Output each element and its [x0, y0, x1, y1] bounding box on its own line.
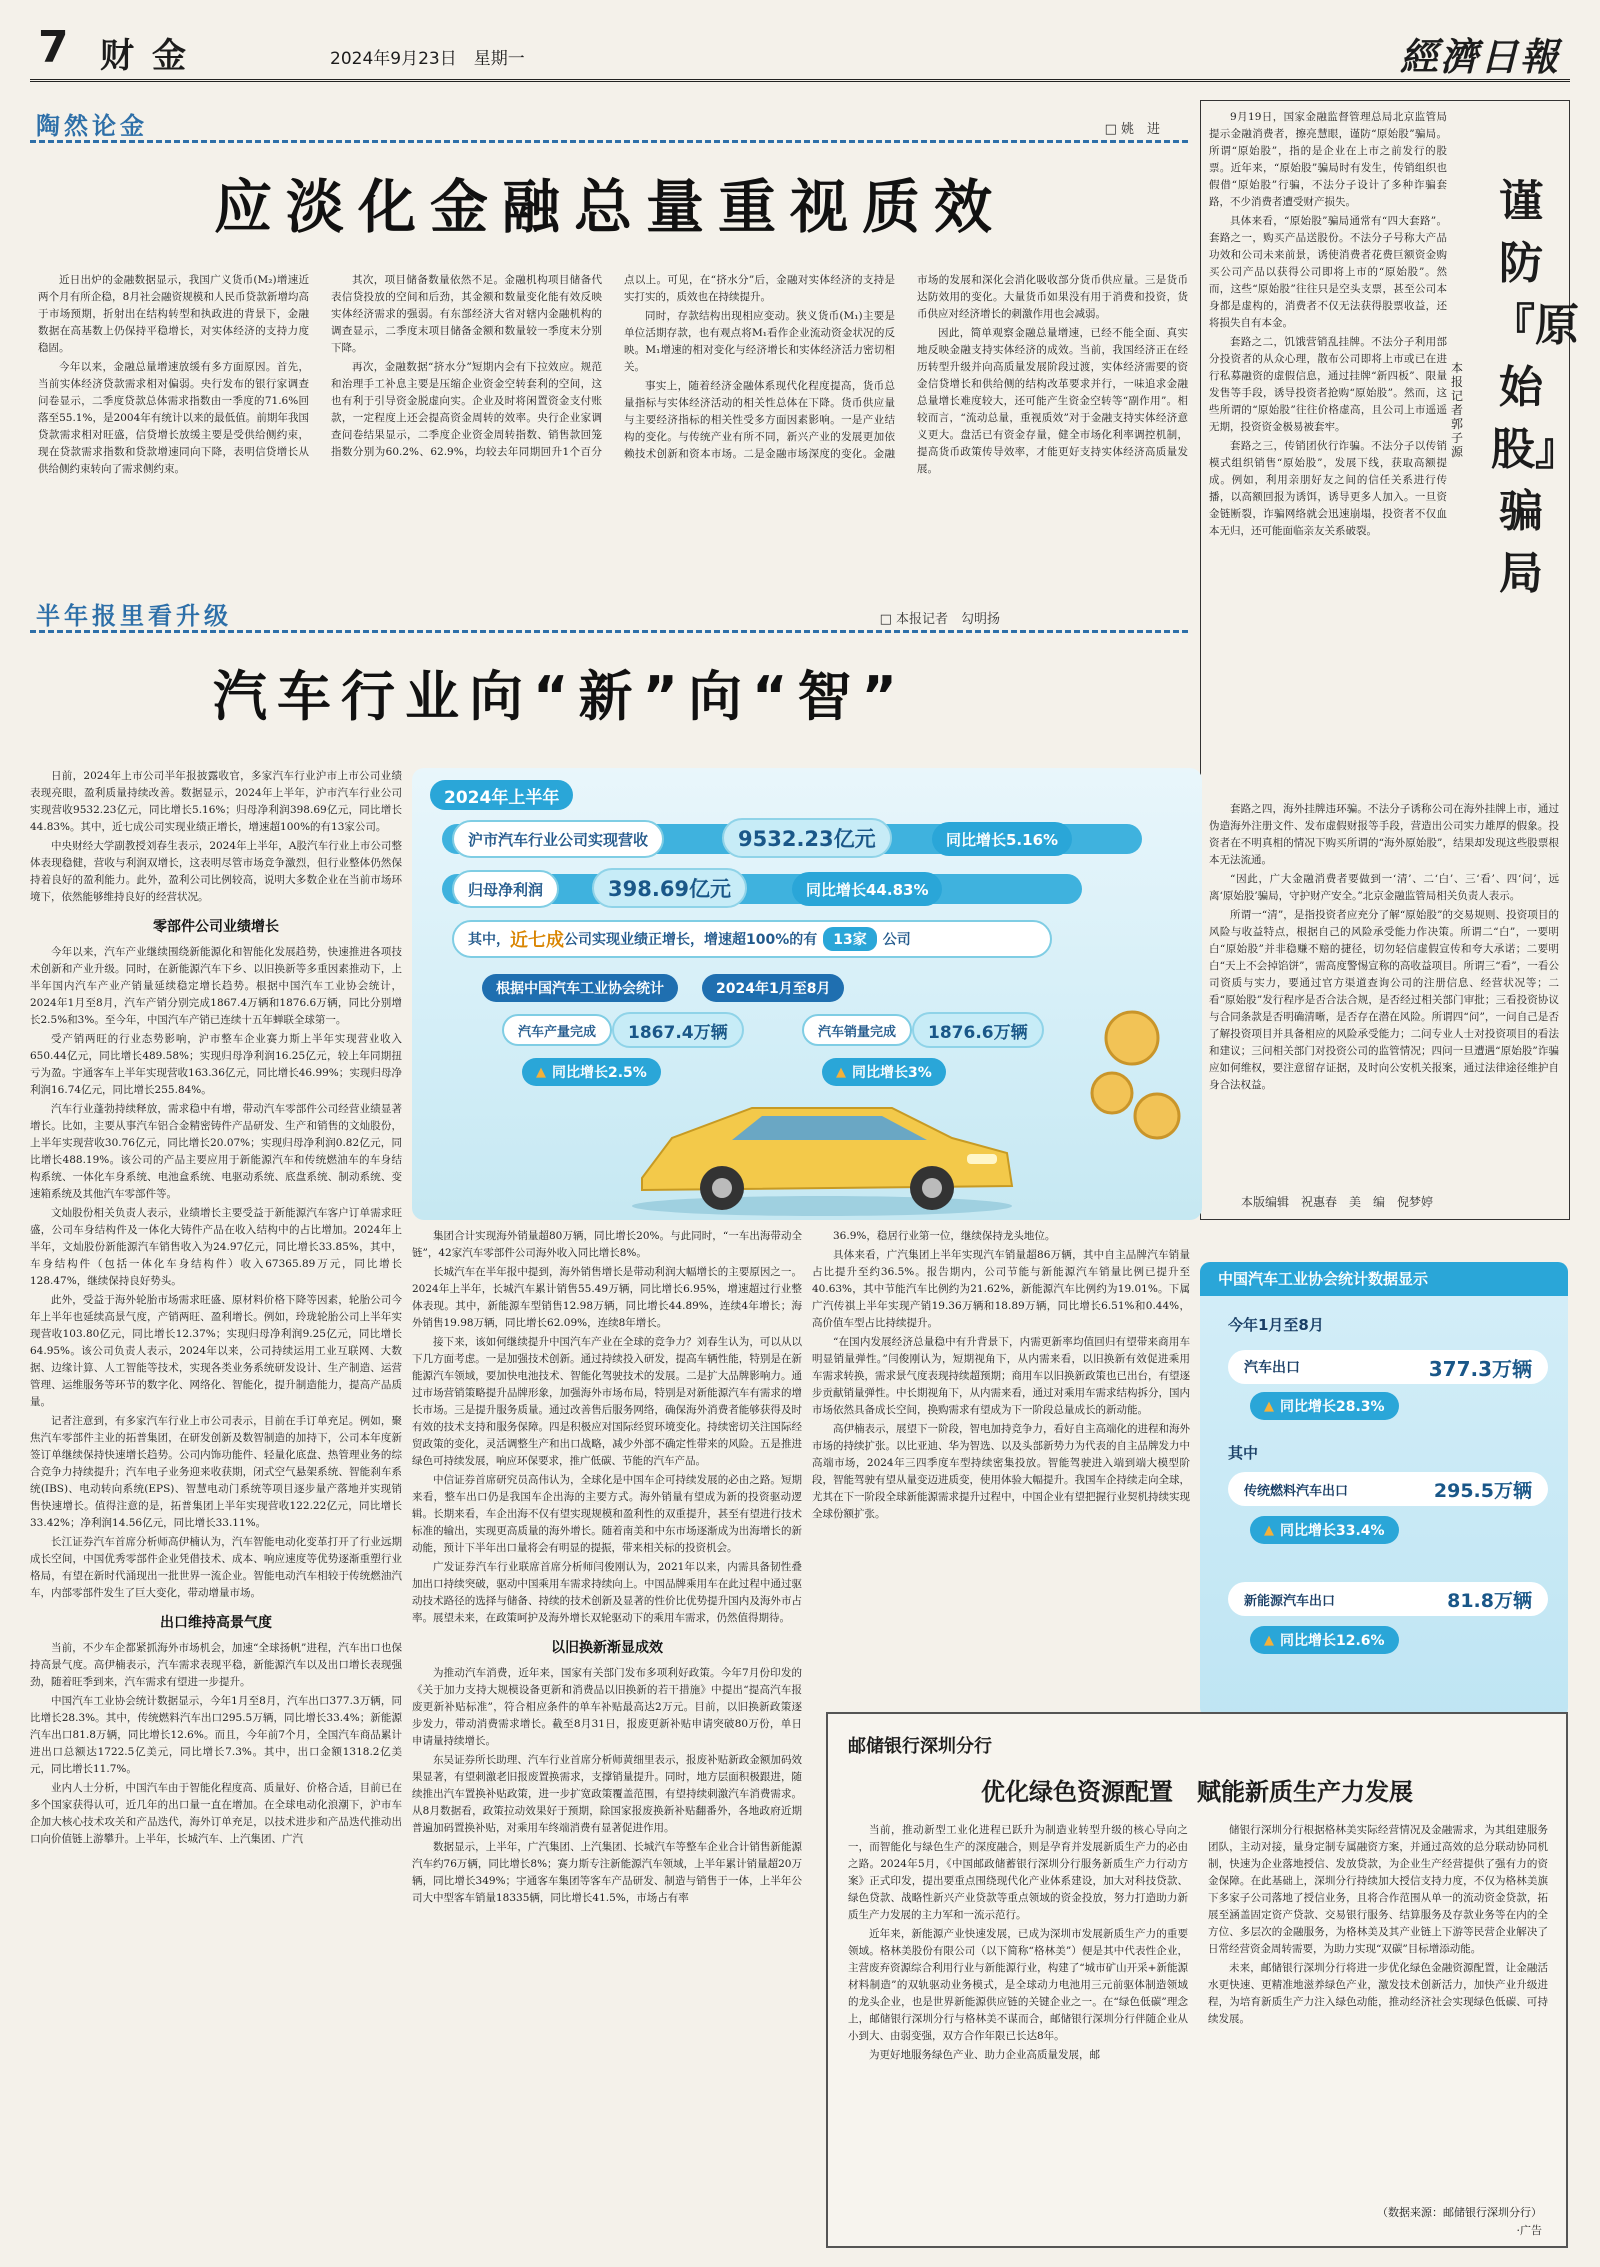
fuel-export-growth-text: 同比增长33.4%	[1280, 1523, 1385, 1539]
byline: □ 姚 进	[1104, 122, 1160, 137]
paragraph: 东吴证券所长助理、汽车行业首席分析师黄细里表示，报废补贴新政金额加码效果显著，有望刺激老旧报废置换需求，支撑销量提升。同时，地方层面积极跟进，随续推出汽车置换补贴政策，进一步扩宽政策覆盖范围，有望持续刺激汽车消费需求。从8月数据看，政策拉动效果好于预期，除国家报废换新补贴翻番外，各地政府近期普遍加码置换补贴，对乘用车终端消费有显著促进作用。	[412, 1754, 802, 1834]
paragraph: 具体来看，“原始股”骗局通常有“四大套路”。套路之一，购买产品送股份。不法分子号称大产品功效和公司未来前景，诱使消费者花费巨额资金购买公司产品以获得公司即将上市的“原始股”。然而，这些“原始股”往往只是空头支票，甚至公司本身都是虚构的，消费者不仅无法获得股票收益，还将损失自有本金。	[1209, 215, 1447, 329]
paragraph: 数据显示，上半年，广汽集团、上汽集团、长城汽车等整车企业合计销售新能源汽车约76万辆，同比增长8%；赛力斯专注新能源汽车领域，上半年累计销量超20万辆，同比增长349%；宇通客车集团等客车产品研发、制造与销售于一体，上半年公司大中型客车销量18335辆，同比增长41.5%，市场占有率	[412, 1841, 802, 1904]
auto-column-1	[30, 768, 402, 2258]
production-label: 汽车产量完成	[502, 1014, 612, 1046]
nev-export-value: 81.8万辆	[1447, 1589, 1532, 1612]
note-unit: 公司	[882, 932, 911, 948]
sales-growth-text: 同比增长3%	[852, 1065, 932, 1081]
fuel-export-row	[1228, 1472, 1548, 1506]
up-triangle-icon: ▲	[1264, 1398, 1274, 1414]
byline: □ 本报记者 勾明扬	[879, 612, 1000, 627]
ad-body-right	[1208, 1822, 1548, 2202]
car-illustration	[612, 1068, 1032, 1218]
period-label: 2024年1月至8月	[702, 974, 844, 1002]
note-prefix: 其中，	[468, 932, 510, 948]
paragraph: 今年以来，金融总量增速放缓有多方面原因。首先，当前实体经济贷款需求相对偏弱。央行发布的银行家调查问卷显示，二季度贷款总体需求指数由一季度的71.6%回落至55.1%，是2004年有统计以来的最低值。前期年我国贷款需求相对旺盛，信贷增长放缓主要是受供给侧约束，现在贷款需求指数和贷款增速同向下降，表明信贷增长从供给侧约束转向了需求侧约束。	[38, 361, 309, 475]
paragraph: 其次，项目储备数量依然不足。金融机构项目储备代表信贷投放的空间和后劲，其金额和数量变化能有效反映实体经济需求的强弱。有东部经济大省对辖内金融机构的调查显示，二季度末项目储备金额和数量较一季度末分别下降。	[331, 274, 602, 354]
paragraph: 长城汽车在半年报中提到，海外销售增长是带动利润大幅增长的主要原因之一。2024年上半年，长城汽车累计销售55.49万辆，同比增长6.95%，增速超过行业整体表现。其中，新能源车型销售12.98万辆，同比增长44.89%，连续4年增长；海外销售19.98万辆，同比增长62.09%，连续8年增长。	[412, 1266, 802, 1329]
editors-credit: 本版编辑 祝惠春 美 编 倪梦婷	[1241, 1195, 1434, 1209]
production-value: 1867.4万辆	[612, 1012, 744, 1048]
nev-export-row	[1228, 1582, 1548, 1616]
sales-value: 1876.6万辆	[912, 1012, 1044, 1048]
ad-body-left	[848, 1822, 1188, 2242]
export-label: 汽车出口	[1244, 1360, 1300, 1376]
paragraph: 9月19日，国家金融监督管理总局北京监管局提示金融消费者，擦亮慧眼，谨防“原始股”骗局。所谓“原始股”，指的是企业在上市之前发行的股票。近年来，“原始股”骗局时有发生，传销组织也假借“原始股”行骗，不法分子设计了多种诈骗套路，不少消费者遭受财产损失。	[1209, 111, 1447, 208]
ad-title: 优化绿色资源配置 赋能新质生产力发展	[981, 1778, 1413, 1806]
up-triangle-icon: ▲	[1264, 1632, 1274, 1648]
revenue-label: 沪市汽车行业公司实现营收	[452, 820, 664, 858]
export-value: 377.3万辆	[1428, 1356, 1532, 1381]
paragraph: 广发证券汽车行业联席首席分析师闫俊刚认为，2021年以来，内需具备韧性叠加出口持续突破，驱动中国乘用车需求持续向上。中国品牌乘用车在此过程中通过驱动技术路径的选择与储备、持续的技术创新及显著的性价比优势提升国内及海外市占率。展望未来，在政策呵护及海外增长双轮驱动下的乘用车需求，仍然值得期待。	[412, 1561, 802, 1624]
paragraph: 近年来，新能源产业快速发展，已成为深圳市发展新质生产力的重要领域。格林美股份有限公司（以下简称“格林美”）便是其中代表性企业，主营废弃资源综合利用行业与新能源行业，构建了“城市矿山开采+新能源材料制造”的双轨驱动业务模式，是全球动力电池用三元前驱体制造领域的龙头企业，也是世界新能源供应链的关键企业之一。在“绿色低碳”理念上，邮储银行深圳分行与格林美不谋而合，邮储银行深圳分行伴随企业从小到大、由弱变强，双方合作年限已长达8年。	[848, 1928, 1188, 2042]
divider	[30, 140, 1190, 143]
fuel-export-value: 295.5万辆	[1433, 1479, 1532, 1502]
paragraph: 具体来看，广汽集团上半年实现汽车销量超86万辆，其中自主品牌汽车销量占比提升至约36.5%。报告期内，公司节能与新能源汽车销量比例已提升至40.63%，其中节能汽车比例约为21.62%，新能源汽车比例约为19.01%。下属广汽传祺上半年实现产销19.36万辆和18.89万辆，同比增长6.51%和0.44%，高价值车型占比持续提升。	[812, 1249, 1190, 1329]
paragraph: 同时，存款结构出现相应变动。狭义货币(M₁)主要是单位活期存款，也有观点将M₁看作企业流动资金状况的反映。M₁增速的相对变化与经济增长和实体经济活力密切相关。	[624, 310, 895, 373]
nev-export-growth-text: 同比增长12.6%	[1280, 1633, 1385, 1649]
paragraph: 储银行深圳分行根据格林美实际经营情况及金融需求，为其组建服务团队，主动对接，量身定制专属融资方案，并通过高效的总分联动协同机制，快速为企业落地授信、发放贷款，为企业生产经营提供了强有力的资金保障。在此基础上，深圳分行持续加大授信支持力度，不仅为格林美旗下多家子公司落地了授信业务，且将合作范围从单一的流动资金贷款，拓展至涵盖固定资产贷款、交易银行服务、结算服务及存款业务等在内的全方位、多层次的金融服务，为格林美及其产业链上下游等民营企业解决了日常经营资金周转需要，为助力实现“双碳”目标增添动能。	[1208, 1824, 1548, 1955]
paragraph: 中信证券首席研究员高伟认为，全球化是中国车企可持续发展的必由之路。短期来看，整车出口仍是我国车企出海的主要方式。海外销量有望成为新的投资驱动逻辑。长期来看，车企出海不仅有望实现规模和盈利性的双重提升，甚至有望进行技术标准的输出，实现更高质量的海外增长。随着南美和中东市场逐渐成为出海增长的新动能，预计下半年出口量将会有明显的提振，带来相关标的投资机会。	[412, 1474, 802, 1554]
paragraph: 所谓一“清”，是指投资者应充分了解“原始股”的交易规则、投资项目的风险与收益特点，根据自己的风险承受能力作决策。所谓二“白”，一要明白“原始股”并非稳赚不赔的捷径，切勿轻信虚假宣传和夸大承诺；二要明白“天上不会掉馅饼”，需高度警惕宣称的高收益项目。所谓三“看”，一看公司资质与实力，要通过官方渠道查询公司的注册信息、经营状况等；二看“原始股”发行程序是否合法合规，是否经过相关部门审批；三看投资协议与合同条款是否明确清晰，是否存在潜在风险。所谓四“问”，一问自己是否了解投资项目并具备相应的风险承受能力；二问专业人士对投资项目的看法和建议；三问相关部门对投资公司的监管情况；四问一旦遭遇“原始股”诈骗应如何维权，要注意留存证据，及时向公安机关报案，通过法律途径维护自身合法权益。	[1209, 909, 1559, 1091]
column-tag: 半年报里看升级	[36, 601, 232, 630]
auto-column-2	[412, 1228, 802, 2258]
sidebar-byline: 本报记者 郭子源	[1451, 361, 1476, 459]
subheading: 出口维持高景气度	[160, 1615, 272, 1631]
export-growth-text: 同比增长28.3%	[1280, 1399, 1385, 1415]
coins-illustration	[1072, 998, 1192, 1148]
paragraph: 当前，推动新型工业化进程已跃升为制造业转型升级的核心导向之一，而智能化与绿色生产的深度融合，则是孕育并发展新质生产力的必由之路。2024年5月，《中国邮政储蓄银行深圳分行服务新质生产力行动方案》正式印发，提出要重点围绕现代化产业体系建设，加大对科技贷款、绿色贷款、战略性新兴产业贷款等重点领域的资金投放，努力打造助力新质生产力发展的主力军和一流示范行。	[848, 1824, 1188, 1921]
paragraph: 当前，不少车企都紧抓海外市场机会，加速“全球扬帆”进程，汽车出口也保持高景气度。高伊楠表示，汽车需求表现平稳，新能源汽车以及出口增长表现强劲，随着旺季到来，汽车需求有望进一步提升。	[30, 1642, 402, 1688]
ad-tag: ·广告	[1516, 2224, 1542, 2237]
paragraph: “因此，广大金融消费者要做到一‘清’、二‘白’、三‘看’、四‘问’，远离‘原始股’骗局，守护财产安全。”北京金融监管局相关负责人表示。	[1209, 873, 1559, 902]
stat-period: 今年1月至8月	[1228, 1316, 1324, 1334]
profit-growth: 同比增长44.83%	[792, 872, 942, 906]
up-triangle-icon: ▲	[836, 1064, 846, 1080]
production-growth-text: 同比增长2.5%	[552, 1065, 647, 1081]
note-middle: 公司实现业绩正增长，增速超100%的有	[564, 932, 818, 948]
paragraph: 事实上，随着经济金融体系现代化程度提高，货币总量指标与实体经济活动的相关性总体在下降。货币供应量与主要经济指标的相关性受多方面因素影响。一是产业结构的变化。与传统产业有所不同，新兴产业的发展更加依赖技术创新和资本市场。二是金融市场深度的变化。金融市场的发展和深化会消化吸收部分货币供应量。三是货币达防效用的变化。大量货币如果没有用于消费和投资，货币供应对经济增长的刺激作用也会减弱。	[624, 274, 1188, 460]
section-name: 财金	[100, 36, 204, 76]
paragraph: 36.9%，稳居行业第一位，继续保持龙头地位。	[833, 1230, 1056, 1242]
auto-column-3	[812, 1228, 1190, 1706]
paragraph: 记者注意到，有多家汽车行业上市公司表示，目前在手订单充足。例如，聚焦汽车零部件主业的拓普集团，在研发创新及数智制造的加持下，公司本年度新签订单继续保持快速增长趋势。公司内饰功能件、轻量化底盘、热管理业务的综合竞争力持续提升；汽车电子业务迎来收获期，闭式空气悬架系统、智能刹车系统(IBS)、电动转向系统(EPS)、智慧电动门系统等项目逐步量产落地并实现销售快速增长。值得注意的是，拓普集团上半年实现营收122.22亿元，同比增长33.42%；净利润14.56亿元，同比增长33.11%。	[30, 1415, 402, 1529]
profit-label: 归母净利润	[452, 870, 559, 908]
subheading: 以旧换新渐显成效	[551, 1640, 663, 1656]
paragraph: 汽车行业蓬勃持续释放，需求稳中有增，带动汽车零部件公司经营业绩显著增长。比如，主要从事汽车铝合金精密铸件产品研发、生产和销售的文灿股份，上半年实现营收30.76亿元，同比增长20.07%；实现归母净利润0.82亿元，同比增长488.19%。该公司的产品主要应用于新能源汽车和传统燃油车的车身结构系统、一体化车身系统、电池盒系统、电驱动系统、底盘系统、制动系统、变速箱系统及其他汽车零部件等。	[30, 1103, 402, 1200]
profit-value: 398.69亿元	[592, 868, 747, 908]
auto-infographic	[412, 768, 1202, 1220]
nev-export-growth	[1250, 1626, 1399, 1654]
paragraph: 近日出炉的金融数据显示，我国广义货币(M₂)增速近两个月有所企稳，8月社会融资规模和人民币贷款新增均高于市场预期，折射出在结构转型和执政进的背景下，金融数据在高基数上仍保持平稳增长，对实体经济的支持力度稳固。	[38, 274, 309, 354]
paragraph: 中央财经大学副教授刘春生表示，2024年上半年，A股汽车行业上市公司整体表现稳健，营收与利润双增长，这表明尽管市场竞争激烈，但行业整体仍然保持着良好的盈利能力。此外，盈利公司比例较高，说明大多数企业在当前市场环境下，依然能够维持良好的经营状况。	[30, 840, 402, 903]
auto-article-header	[30, 592, 1190, 762]
ad-source: （数据来源：邮储银行深圳分行）	[1377, 2206, 1542, 2219]
paragraph: 集团合计实现海外销量超80万辆，同比增长20%。与此同时，“一车出海带动全链”，42家汽车零部件公司海外收入同比增长8%。	[412, 1230, 802, 1259]
revenue-growth: 同比增长5.16%	[932, 822, 1072, 856]
paragraph: 为推动汽车消费，近年来，国家有关部门发布多项利好政策。今年7月份印发的《关于加力支持大规模设备更新和消费品以旧换新的若干措施》中提出“提高汽车报废更新补贴标准”，符合相应条件的单车补贴最高达2万元。目前，以旧换新政策逐步发力，带动消费需求增长。截至8月31日，报废更新补贴申请突破80万份，单日申请量持续增长。	[412, 1667, 802, 1747]
column-tag: 陶然论金	[36, 111, 148, 140]
paragraph: 未来，邮储银行深圳分行将进一步优化绿色金融资源配置，让金融活水更快速、更精准地滋养绿色产业，激发技术创新活力，加快产业升级进程，为培育新质生产力注入绿色动能，推动经济社会实现绿色低碳、可持续发展。	[1208, 1962, 1548, 2025]
sales-label: 汽车销量完成	[802, 1014, 912, 1046]
bank-name: 邮储银行深圳分行	[848, 1736, 992, 1757]
fuel-export-label: 传统燃料汽车出口	[1244, 1483, 1349, 1499]
export-stat-box	[1200, 1262, 1568, 1718]
up-triangle-icon: ▲	[536, 1064, 546, 1080]
paragraph: 套路之四，海外挂牌违环骗。不法分子诱称公司在海外挂牌上市，通过伪造海外注册文件、发布虚假财报等手段，营造出公司实力雄厚的假象。投资者在不明真相的情况下购买所谓的“海外原始股”，结果却发现这些股票根本无法流通。	[1209, 803, 1559, 866]
revenue-value: 9532.23亿元	[722, 818, 892, 858]
note-count: 13家	[823, 927, 876, 951]
fuel-export-growth	[1250, 1516, 1399, 1544]
sidebar-body-lower	[1209, 801, 1559, 1131]
divider	[30, 630, 1190, 633]
paragraph: 再次，金融数据“挤水分”短期内会有下拉效应。规范和治理手工补息主要是压缩企业资金空转套利的空间，这也有利于引导资金脱虚向实。企业及时将闲置资金支付账款，一定程度上还会提高资金周转的效率。央行企业家调查问卷结果显示，二季度企业资金周转指数、销售款回笼指数分别为60.2%、62.9%，均较去年同期回升1个百分点以上。可见，在“挤水分”后，金融对实体经济的支持是实打实的，质效也在持续提升。	[331, 274, 895, 458]
page-number: 7	[38, 22, 69, 73]
paragraph: 文灿股份相关负责人表示，业绩增长主要受益于新能源汽车客户订单需求旺盛，公司车身结构件及一体化大铸件产品在收入结构中的占比增加。2024年上半年，文灿股份新能源汽车销售收入为24.97亿元，同比增长33.85%，其中，车身结构件（包括一体化车身结构件）收入67365.89万元，同比增长128.47%，继续保持良好势头。	[30, 1207, 402, 1287]
paragraph: 套路之三，传销团伙行诈骗。不法分子以传销模式组织销售“原始股”，发展下线，获取高额提成。例如，利用亲朋好友之间的信任关系进行传播，以高额回报为诱饵，诱导更多人加入。一旦资金链断裂，诈骗网络就会迅速崩塌，投资者不仅血本无归，还可能面临亲友关系破裂。	[1209, 440, 1447, 537]
infographic-header: 2024年上半年	[430, 780, 573, 810]
export-row	[1228, 1350, 1548, 1384]
among-label: 其中	[1228, 1444, 1259, 1462]
up-triangle-icon: ▲	[1264, 1522, 1274, 1538]
subheading: 零部件公司业绩增长	[153, 919, 279, 935]
paragraph: 高伊楠表示，展望下一阶段，智电加持竞争力，看好自主高端化的进程和海外市场的持续扩张。以比亚迪、华为智选、以及头部新势力为代表的自主品牌发力中高端市场，2024年三四季度车型持续密集投放。智能驾驶进入端到端大模型阶段，智能驾驶有望从量变迈进质变，使用体验大幅提升。我国车企持续走向全球，尤其在下一阶段全球新能源需求提升过程中，中国企业有望把握行业契机持续实现全球份额扩张。	[812, 1423, 1190, 1520]
paragraph: 因此，简单观察金融总量增速，已经不能全面、真实地反映金融支持实体经济的成效。当前，我国经济正在经历转型升级并向高质量发展阶段过渡，实体经济需要的资金信贷增长和供给侧的结构改革要求并行，一味追求金融总量增长难度较大，还可能产生资金空转等“副作用”。相较而言，“流动总量，重视质效”对于金融支持实体经济意义更大。盘活已有资金存量，健全市场化利率调控机制，提高货币政策传导效率，才能更好支持实体经济高质量发展。	[917, 327, 1188, 475]
stat-box-title: 中国汽车工业协会统计数据显示	[1200, 1262, 1568, 1296]
paragraph: “在国内发展经济总量稳中有升背景下，内需更新率均值回归有望带来商用车明显销量弹性。”闫俊刚认为，短期视角下，从内需来看，以旧换新有效促进乘用车需求转换，需求景气度表现持续超预期；商用车以旧换新政策也已出台，有望逐步贡献销量弹性。中长期视角下，从内需来看，通过对乘用车需求结构拆分，国内市场依然具备成长空间，换购需求有望成为下一阶段总量成长的新动能。	[812, 1336, 1190, 1416]
export-growth	[1250, 1392, 1399, 1420]
paragraph: 日前，2024年上市公司半年报披露收官，多家汽车行业沪市上市公司业绩表现亮眼，盈利质量持续改善。数据显示，2024年上半年，沪市汽车行业公司实现营收9532.23亿元，同比增长5.16%；归母净利润398.69亿元，同比增长44.83%。其中，近七成公司实现业绩正增长，增速超100%的有13家公司。	[30, 770, 402, 833]
growth-share-note	[452, 920, 1052, 958]
paragraph: 业内人士分析，中国汽车由于智能化程度高、质量好、价格合适，目前已在多个国家获得认可，近几年的出口量一直在增加。在全球电动化浪潮下，沪市车企加大核心技术攻关和产品迭代，海外订单充足，以技术进步和产品迭代推动出口向价值链上游攀升。上半年，长城汽车、上汽集团、广汽	[30, 1782, 402, 1845]
masthead	[30, 22, 1570, 82]
paragraph: 中国汽车工业协会统计数据显示，今年1月至8月，汽车出口377.3万辆，同比增长28.3%。其中，传统燃料汽车出口295.5万辆，同比增长33.4%；新能源汽车出口81.8万辆，同比增长12.6%。而且，今年前7个月，全国汽车商品累计进出口总额达1722.5亿美元，同比增长7.3%。其中，出口金额1318.2亿美元，同比增长11.7%。	[30, 1695, 402, 1775]
paragraph: 接下来，该如何继续提升中国汽车产业在全球的竞争力？刘春生认为，可以从以下几方面考虑。一是加强技术创新。通过持续投入研发，提高车辆性能，特别是在新能源汽车领域，要加快电池技术、智能化驾驶技术的发展。二是扩大品牌影响力。通过市场营销策略提升品牌形象，加强海外市场布局，特别是对新能源汽车有需求的增长市场。三是提升服务质量。通过改善售后服务网络，确保海外消费者能够获得及时有效的技术支持和服务保障。四是积极应对国际经贸环境变化。持续密切关注国际经贸政策的变化，灵活调整生产和出口战略，减少外部不确定性带来的风险。五是推进绿色可持续发展，响应环保要求，推广低碳、节能的汽车产品。	[412, 1336, 802, 1467]
issue-date: 2024年9月23日 星期一	[330, 49, 525, 69]
paragraph: 今年以来，汽车产业继续围绕新能源化和智能化发展趋势，快速推进各项技术创新和产业升级。同时，在新能源汽车下乡、以旧换新等多重因素推动下，上半年国内汽车产业产销量延续稳定增长趋势。根据中国汽车工业协会统计，2024年1月至8月，汽车产销分别完成1867.4万辆和1876.6万辆，同比分别增长2.5%和3%。至今年，中国汽车产销已连续十五年蝉联全球第一。	[30, 946, 402, 1026]
paragraph: 长江证券汽车首席分析师高伊楠认为，汽车智能电动化变革打开了行业远期成长空间，中国优秀零部件企业凭借技术、成本、响应速度等优势逐渐重塑行业格局，有望在新时代涌现出一批世界一流企业。智能电动汽车相较于传统燃油汽车，内部零部件发生了巨大变化，带动增量市场。	[30, 1536, 402, 1599]
advertisement	[826, 1712, 1568, 2248]
paragraph: 此外，受益于海外轮胎市场需求旺盛、原材料价格下降等因素，轮胎公司今年上半年也延续高景气度，产销两旺、盈利增长。例如，玲珑轮胎公司上半年实现营收103.80亿元，同比增长12.37%；实现归母净利润9.25亿元，同比增长64.95%。该公司负责人表示，2024年以来，公司持续运用工业互联网、大数据、边缘计算、人工智能等技术，实现各类业务系统研发设计、生产制造、运营管理、运维服务等环节的数字化、网络化、智能化，提升制造能力，提高产品质量。	[30, 1294, 402, 1408]
sidebar-body	[1209, 109, 1447, 799]
top-article	[30, 100, 1190, 585]
newspaper-name: 經濟日報	[1399, 34, 1560, 79]
article-title: 汽车行业向“新”向“智”	[213, 665, 907, 728]
sidebar-article	[1200, 100, 1579, 1220]
article-body	[38, 272, 1188, 582]
article-title: 应淡化金融总量重视质效	[213, 173, 1006, 241]
paragraph: 受产销两旺的行业态势影响，沪市整车企业赛力斯上半年实现营业收入650.44亿元，同比增长489.58%；实现归母净利润16.25亿元，较上年同期扭亏为盈。宇通客车上半年实现营收163.36亿元，同比增长46.99%；实现归母净利润16.74亿元，同比增长255.84%。	[30, 1033, 402, 1096]
sidebar-title: 谨防『原始股』骗局	[1491, 176, 1579, 599]
paragraph: 套路之二，饥饿营销乱挂牌。不法分子利用部分投资者的从众心理，散布公司即将上市或已在进行私募融资的虚假信息，通过挂牌“新四板”、限量发售等手段，诱导投资者抢购“原始股”。然而，这些所谓的“原始股”往往价格虚高，且公司上市遥遥无期，投资资金极易被套牢。	[1209, 336, 1447, 433]
note-highlight: 近七成	[510, 930, 564, 951]
paragraph: 为更好地服务绿色产业、助力企业高质量发展，邮	[869, 2049, 1100, 2061]
nev-export-label: 新能源汽车出口	[1244, 1593, 1336, 1609]
source-label: 根据中国汽车工业协会统计	[482, 974, 678, 1002]
